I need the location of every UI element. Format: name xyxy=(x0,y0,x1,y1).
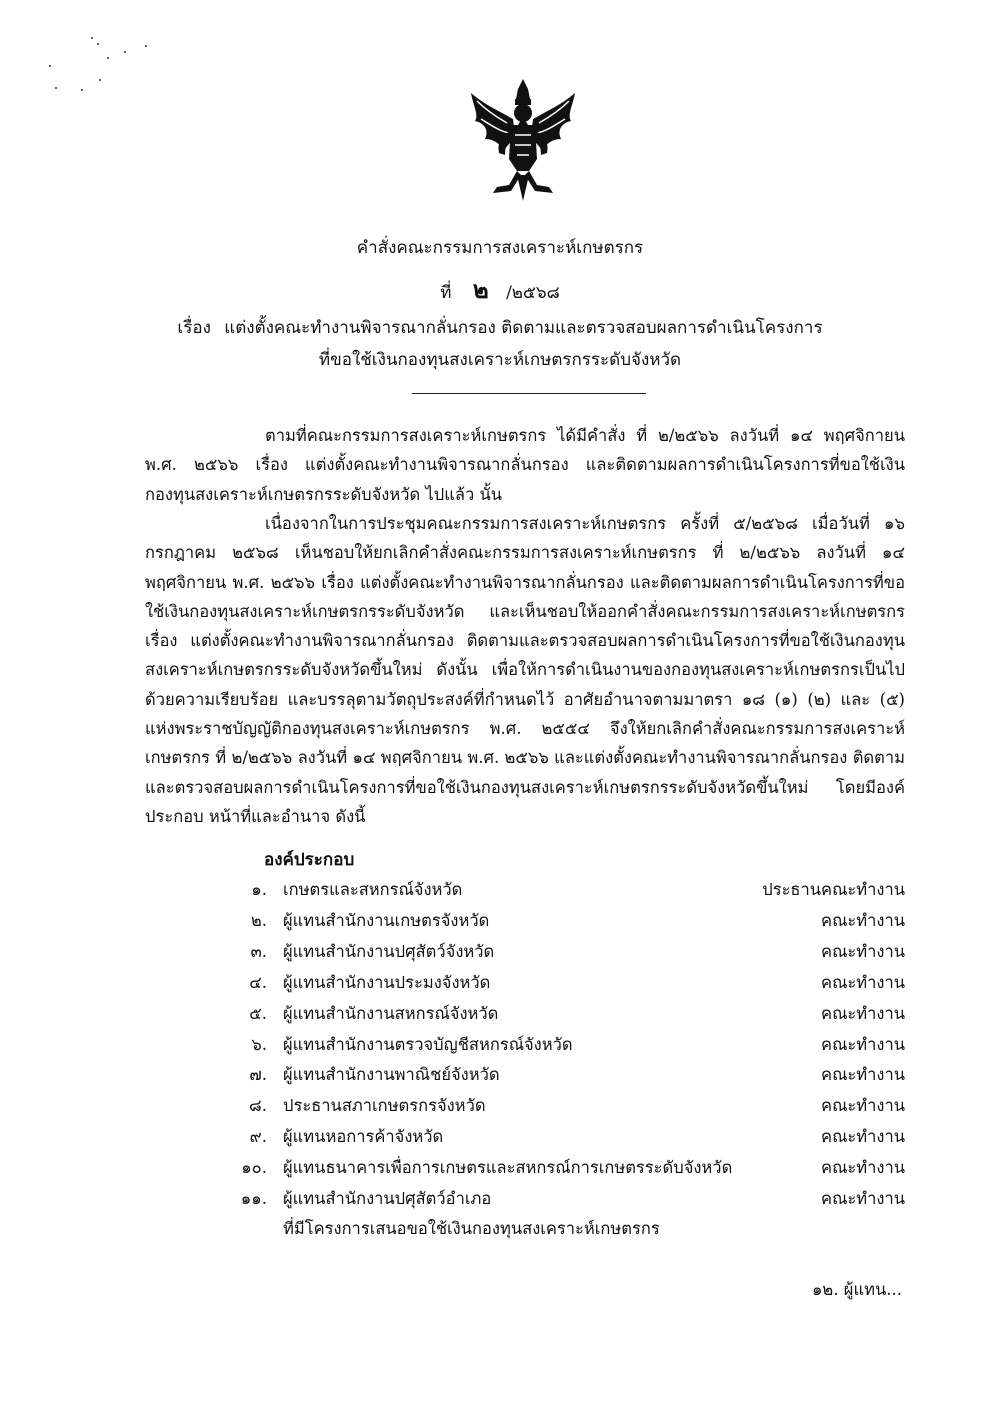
order-number-prefix: ที่ xyxy=(440,283,452,303)
member-number: ๖. xyxy=(251,1035,267,1054)
paragraph-2 xyxy=(145,509,905,831)
continued-marker: ๑๒. ผู้แทน... xyxy=(811,1280,902,1299)
member-number: ๓. xyxy=(250,942,267,961)
member-name: ผู้แทนสำนักงานเกษตรจังหวัด xyxy=(283,911,490,930)
member-role: คณะทำงาน xyxy=(821,942,905,961)
paragraph-2-text: เนื่องจากในการประชุมคณะกรรมการสงเคราะห์เกษตรกร ครั้งที่ ๕/๒๕๖๘ เมื่อวันที่ ๑๖ กรกฎาคม ๒๕๖๘ เห็นชอบให้ยกเลิกคำสั่งคณะกรรมการสงเคราะห์เกษตรกร ที่ ๒/๒๕๖๖ ลงวันที่ ๑๔ พฤศจิกายน พ.ศ. ๒๕๖๖ เรื่อง แต่งตั้งคณะทำงานพิจารณากลั่นกรอง และติดตามผลการดำเนินโครงการที่ขอใช้เงินกองทุนสงเคราะห์เกษตรกรระดับจังหวัด และเห็นชอบให้ออกคำสั่งคณะกรรมการสงเคราะห์เกษตรกร เรื่อง แต่งตั้งคณะทำงานพิจารณากลั่นกรอง ติดตามและตรวจสอบผลการดำเนินโครงการที่ขอใช้เงินกองทุนสงเคราะห์เกษตรกรระดับจังหวัดขึ้นใหม่ ดังนั้น เพื่อให้การดำเนินงานของกองทุนสงเคราะห์เกษตรกรเป็นไปด้วยความเรียบร้อย และบรรลุตามวัตถุประสงค์ที่กำหนดไว้ อาศัยอำนาจตามมาตรา ๑๘ (๑) (๒) และ (๕) แห่งพระราชบัญญัติกองทุนสงเคราะห์เกษตรกร พ.ศ. ๒๕๕๔ จึงให้ยกเลิกคำสั่งคณะกรรมการสงเคราะห์เกษตรกร ที่ ๒/๒๕๖๖ ลงวันที่ ๑๔ พฤศจิกายน พ.ศ. ๒๕๖๖ และแต่งตั้งคณะทำงานพิจารณากลั่นกรอง ติดตามและตรวจสอบผลการดำเนินโครงการที่ขอใช้เงินกองทุนสงเคราะห์เกษตรกรระดับจังหวัดขึ้นใหม่ โดยมีองค์ประกอบ หน้าที่และอำนาจ ดังนี้ xyxy=(145,514,905,826)
order-number-year: /๒๕๖๘ xyxy=(506,283,560,303)
member-name: ผู้แทนหอการค้าจังหวัด xyxy=(283,1127,444,1146)
document-title: คำสั่งคณะกรรมการสงเคราะห์เกษตรกร xyxy=(356,238,644,258)
member-number: ๑๐. xyxy=(241,1158,267,1177)
subject-line-1 xyxy=(0,314,1000,341)
subject-text-1: แต่งตั้งคณะทำงานพิจารณากลั่นกรอง ติดตามและตรวจสอบผลการดำเนินโครงการ xyxy=(224,318,823,338)
member-role: คณะทำงาน xyxy=(821,1004,905,1023)
member-name: ผู้แทนธนาคารเพื่อการเกษตรและสหกรณ์การเกษตรระดับจังหวัด xyxy=(283,1158,733,1177)
member-row xyxy=(240,877,905,907)
member-number: ๑๑. xyxy=(240,1189,267,1208)
garuda-emblem-icon xyxy=(463,75,583,205)
member-role: คณะทำงาน xyxy=(821,1065,905,1084)
member-number: ๑. xyxy=(251,880,267,899)
paragraph-1 xyxy=(145,421,905,509)
member-row xyxy=(240,1124,905,1154)
member-role: คณะทำงาน xyxy=(821,1127,905,1146)
member-row xyxy=(240,970,905,1000)
member-number: ๘. xyxy=(249,1096,267,1115)
member-name: ผู้แทนสำนักงานปศุสัตว์อำเภอ xyxy=(283,1189,492,1208)
member-number: ๙. xyxy=(249,1127,267,1146)
member-row xyxy=(240,1093,905,1123)
member-number: ๒. xyxy=(250,911,267,930)
separator-rule xyxy=(412,393,646,394)
member-name: ผู้แทนสำนักงานสหกรณ์จังหวัด xyxy=(283,1004,499,1023)
scan-specks xyxy=(30,30,160,100)
member-role: คณะทำงาน xyxy=(821,911,905,930)
member-row xyxy=(240,939,905,969)
member-row xyxy=(240,1155,905,1185)
member-name: ผู้แทนสำนักงานปศุสัตว์จังหวัด xyxy=(283,942,495,961)
member-number: ๗. xyxy=(249,1065,267,1084)
member-name: ผู้แทนสำนักงานตรวจบัญชีสหกรณ์จังหวัด xyxy=(283,1035,573,1054)
member-number: ๔. xyxy=(249,973,267,992)
member-role: ประธานคณะทำงาน xyxy=(762,880,905,899)
member-name: ผู้แทนสำนักงานประมงจังหวัด xyxy=(283,973,491,992)
subject-text-2: ที่ขอใช้เงินกองทุนสงเคราะห์เกษตรกรระดับจังหวัด xyxy=(318,350,682,370)
member-number: ๕. xyxy=(249,1004,267,1023)
member-name-continuation: ที่มีโครงการเสนอขอใช้เงินกองทุนสงเคราะห์เกษตรกร xyxy=(283,1219,660,1238)
order-number-value: ๒ xyxy=(472,275,489,304)
composition-heading: องค์ประกอบ xyxy=(264,850,355,870)
member-role: คณะทำงาน xyxy=(821,1096,905,1115)
member-row xyxy=(240,908,905,938)
member-role: คณะทำงาน xyxy=(821,973,905,992)
paragraph-1-text: ตามที่คณะกรรมการสงเคราะห์เกษตรกร ได้มีคำสั่ง ที่ ๒/๒๕๖๖ ลงวันที่ ๑๔ พฤศจิกายน พ.ศ. ๒๕๖๖ เรื่อง แต่งตั้งคณะทำงานพิจารณากลั่นกรอง และติดตามผลการดำเนินโครงการที่ขอใช้เงินกองทุนสงเคราะห์เกษตรกรระดับจังหวัด ไปแล้ว นั้น xyxy=(145,426,905,504)
member-name: ประธานสภาเกษตรกรจังหวัด xyxy=(283,1096,486,1115)
order-number xyxy=(0,270,1000,309)
member-row xyxy=(240,1062,905,1092)
member-role: คณะทำงาน xyxy=(821,1035,905,1054)
member-row xyxy=(240,1032,905,1062)
member-row xyxy=(240,1186,905,1238)
member-row xyxy=(240,1001,905,1031)
member-name: เกษตรและสหกรณ์จังหวัด xyxy=(283,880,463,899)
member-role: คณะทำงาน xyxy=(821,1158,905,1177)
subject-label: เรื่อง xyxy=(177,318,211,338)
member-name: ผู้แทนสำนักงานพาณิชย์จังหวัด xyxy=(283,1065,500,1084)
member-role: คณะทำงาน xyxy=(821,1189,905,1208)
